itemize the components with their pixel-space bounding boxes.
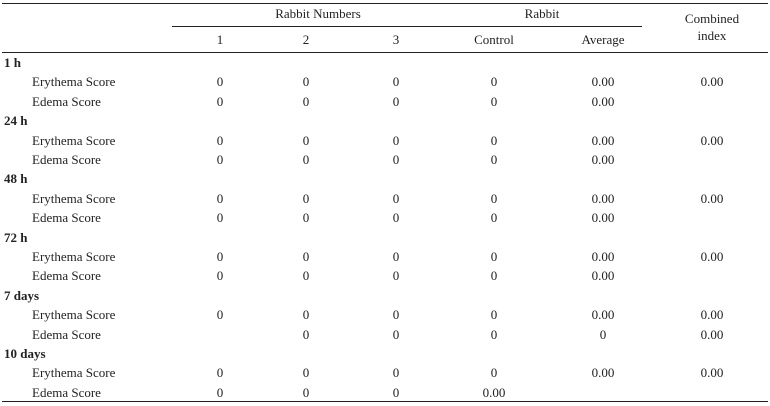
cell-combined-index: 0.00 [700,365,724,380]
column-header-2: 2 [302,32,310,47]
cell-col-control: 0 [490,365,498,380]
cell-col-3: 0 [392,249,400,264]
cell-col-average: 0.00 [591,94,615,109]
cell-col-average: 0.00 [591,210,615,225]
cell-col-control: 0 [490,152,498,167]
cell-col-average: 0 [599,327,607,342]
cell-combined-index: 0.00 [700,307,724,322]
cell-combined-index: 0.00 [700,74,724,89]
table-top-rule [2,3,768,4]
row-label: Edema Score [32,327,101,342]
cell-col-3: 0 [392,365,400,380]
cell-col-control: 0 [490,74,498,89]
header-combined-line2: index [697,28,727,43]
group-label: 24 h [4,113,28,128]
cell-col-1: 0 [216,94,224,109]
cell-col-2: 0 [302,249,310,264]
group-label: 48 h [4,171,28,186]
column-header-control: Control [474,32,514,47]
cell-col-3: 0 [392,191,400,206]
group-label: 1 h [4,55,21,70]
cell-combined-index: 0.00 [700,191,724,206]
cell-col-average: 0.00 [591,74,615,89]
cell-col-control: 0 [490,249,498,264]
cell-col-1: 0 [216,74,224,89]
row-label: Erythema Score [32,74,116,89]
cell-col-3: 0 [392,327,400,342]
cell-col-3: 0 [392,268,400,283]
cell-col-average: 0.00 [591,191,615,206]
row-label: Edema Score [32,385,101,400]
cell-col-average: 0.00 [591,365,615,380]
cell-col-3: 0 [392,94,400,109]
cell-col-average: 0.00 [591,152,615,167]
cell-col-3: 0 [392,152,400,167]
cell-col-control: 0 [490,307,498,322]
header-rabbit: Rabbit [524,6,560,21]
group-label: 7 days [4,288,40,303]
cell-col-1: 0 [216,385,224,400]
cell-combined-index: 0.00 [700,327,724,342]
row-label: Erythema Score [32,191,116,206]
header-combined-index [677,10,747,44]
header-rabbit-numbers: Rabbit Numbers [275,6,361,21]
row-label: Edema Score [32,94,101,109]
cell-col-1: 0 [216,210,224,225]
row-label: Erythema Score [32,249,116,264]
cell-col-2: 0 [302,94,310,109]
row-label: Erythema Score [32,365,116,380]
cell-col-control: 0 [490,210,498,225]
cell-col-2: 0 [302,268,310,283]
cell-col-3: 0 [392,74,400,89]
group-label: 72 h [4,230,28,245]
cell-col-2: 0 [302,385,310,400]
cell-col-1: 0 [216,152,224,167]
cell-col-1: 0 [216,365,224,380]
cell-col-2: 0 [302,327,310,342]
cell-col-3: 0 [392,385,400,400]
header-combined-line1: Combined [684,11,740,26]
cell-col-1: 0 [216,268,224,283]
cell-col-1: 0 [216,249,224,264]
row-label: Edema Score [32,210,101,225]
cell-col-2: 0 [302,133,310,148]
cell-col-control: 0 [490,94,498,109]
cell-col-3: 0 [392,133,400,148]
header-group-rule [172,26,642,27]
cell-col-2: 0 [302,152,310,167]
cell-col-3: 0 [392,210,400,225]
cell-col-control: 0 [490,327,498,342]
cell-col-1: 0 [216,307,224,322]
table-bottom-rule [2,401,768,402]
column-header-1: 1 [216,32,224,47]
row-label: Edema Score [32,152,101,167]
cell-col-control: 0 [490,191,498,206]
cell-col-2: 0 [302,365,310,380]
cell-col-average: 0.00 [591,268,615,283]
row-label: Erythema Score [32,307,116,322]
cell-col-control: 0 [490,268,498,283]
column-header-average: Average [581,32,625,47]
group-label: 10 days [4,346,46,361]
cell-col-2: 0 [302,210,310,225]
cell-col-2: 0 [302,307,310,322]
cell-col-average: 0.00 [591,307,615,322]
cell-combined-index: 0.00 [700,133,724,148]
column-header-3: 3 [392,32,400,47]
cell-col-control: 0.00 [482,385,506,400]
row-label: Edema Score [32,268,101,283]
cell-col-1: 0 [216,133,224,148]
cell-col-1: 0 [216,191,224,206]
cell-col-3: 0 [392,307,400,322]
cell-col-2: 0 [302,191,310,206]
cell-col-control: 0 [490,133,498,148]
cell-col-average: 0.00 [591,133,615,148]
cell-combined-index: 0.00 [700,249,724,264]
cell-col-average: 0.00 [591,249,615,264]
cell-col-2: 0 [302,74,310,89]
header-bottom-rule [2,52,768,53]
row-label: Erythema Score [32,133,116,148]
